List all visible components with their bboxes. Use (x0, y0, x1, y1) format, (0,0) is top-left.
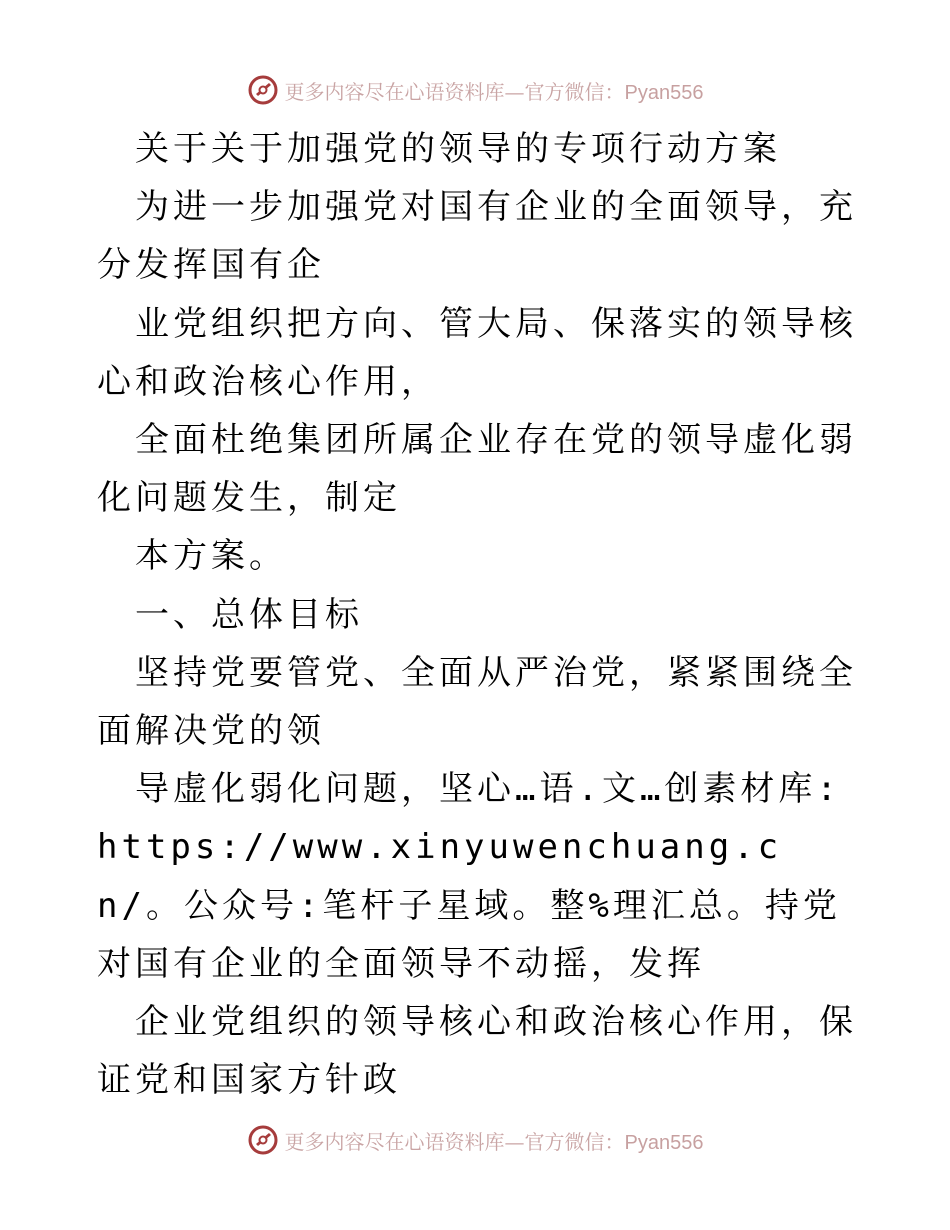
paragraph: 全面杜绝集团所属企业存在党的领导虚化弱化问题发生，制定 (97, 420, 857, 519)
seal-logo-icon (247, 74, 279, 106)
watermark-brand: 更多内容尽在心语资料库 (284, 1129, 505, 1154)
watermark-separator: — (504, 79, 525, 104)
paragraph: 导虚化弱化问题，坚心…语.文…创素材库:https://www.xinyuwenchuang.cn/。公众号:笔杆子星域。整%理汇总。持党对国有企业的全面领导不动摇，发挥 (97, 769, 841, 984)
header-watermark (0, 70, 950, 110)
paragraph: 坚持党要管党、全面从严治党，紧紧围绕全面解决党的领 (97, 652, 857, 752)
paragraph: 业党组织把方向、管大局、保落实的领导核心和政治核心作用， (97, 303, 857, 402)
paragraph: 本方案。 (135, 536, 287, 577)
section-heading: 一、总体目标 (135, 594, 363, 635)
footer-watermark (0, 1120, 950, 1160)
watermark-wechat-id: Pyan556 (624, 81, 704, 104)
watermark-separator: — (504, 1129, 525, 1154)
document-body (97, 120, 857, 1109)
seal-logo-icon (247, 1124, 279, 1156)
watermark-wechat-id: Pyan556 (624, 1131, 704, 1154)
watermark-brand: 更多内容尽在心语资料库 (284, 79, 505, 104)
document-title: 关于关于加强党的领导的专项行动方案 (135, 129, 781, 169)
paragraph: 企业党组织的领导核心和政治核心作用，保证党和国家方针政 (97, 1002, 857, 1101)
watermark-label: 官方微信： (524, 1129, 625, 1154)
paragraph: 为进一步加强党对国有企业的全面领导，充分发挥国有企 (97, 187, 857, 286)
watermark-label: 官方微信： (524, 79, 625, 104)
